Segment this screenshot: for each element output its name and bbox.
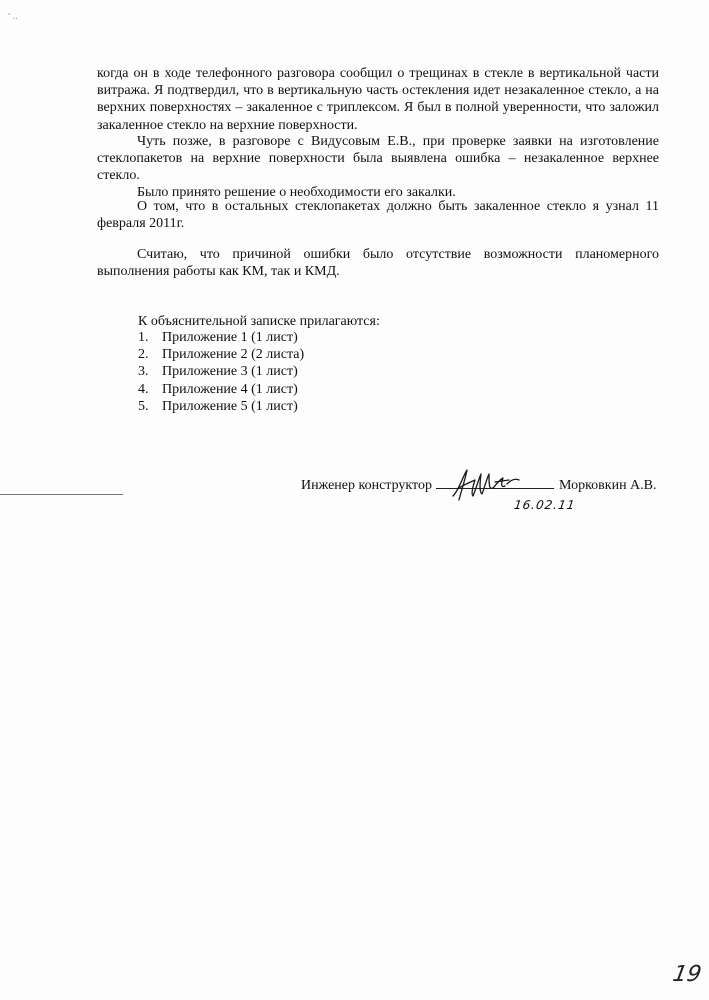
paragraph-conclusion: Считаю, что причиной ошибки было отсутствие возможности планомерного выполнения работы как КМ, так и КМД. [97,247,659,280]
attachments-intro: К объяснительной записке прилагаются: [138,314,380,329]
attachment-item: 5. Приложение 5 (1 лист) [138,398,298,414]
attachments-list [138,329,304,415]
page-number: 19 [670,962,704,987]
attachment-item: 3. Приложение 3 (1 лист) [138,364,298,380]
scan-edge-line [0,494,123,495]
paragraph-learned-date: О том, что в остальных стеклопакетах должно быть закаленное стекло я узнал 11 февраля 2011г. [97,199,659,232]
scan-corner-marks: ' .. [8,12,18,21]
paragraph-error-found: Чуть позже, в разговоре с Видусовым Е.В., при проверке заявки на изготовление стеклопакетов на верхние поверхности была выявлена ошибка – незакаленное верхнее стекло. [97,134,659,184]
paragraph-cracks-report: когда он в ходе телефонного разговора сообщил о трещинах в стекле в вертикальной части витража. Я подтвердил, что в вертикальную часть остекления идет незакаленное стекло, а на верхних поверхностях – закаленное с триплексом. Я был в полной уверенности, что заложил закаленное стекло на верхние поверхности. [97,66,659,133]
attachment-item: 1. Приложение 1 (1 лист) [138,330,298,345]
attachment-item: 2. Приложение 2 (2 листа) [138,347,305,363]
paragraph-decision: Было принято решение о необходимости его закалки. [137,185,456,200]
signature-date: 16.02.11 [513,498,577,512]
signer-name: Морковкин А.В. [558,478,657,493]
signer-position: Инженер конструктор [301,478,432,493]
attachment-item: 4. Приложение 4 (1 лист) [138,381,298,397]
